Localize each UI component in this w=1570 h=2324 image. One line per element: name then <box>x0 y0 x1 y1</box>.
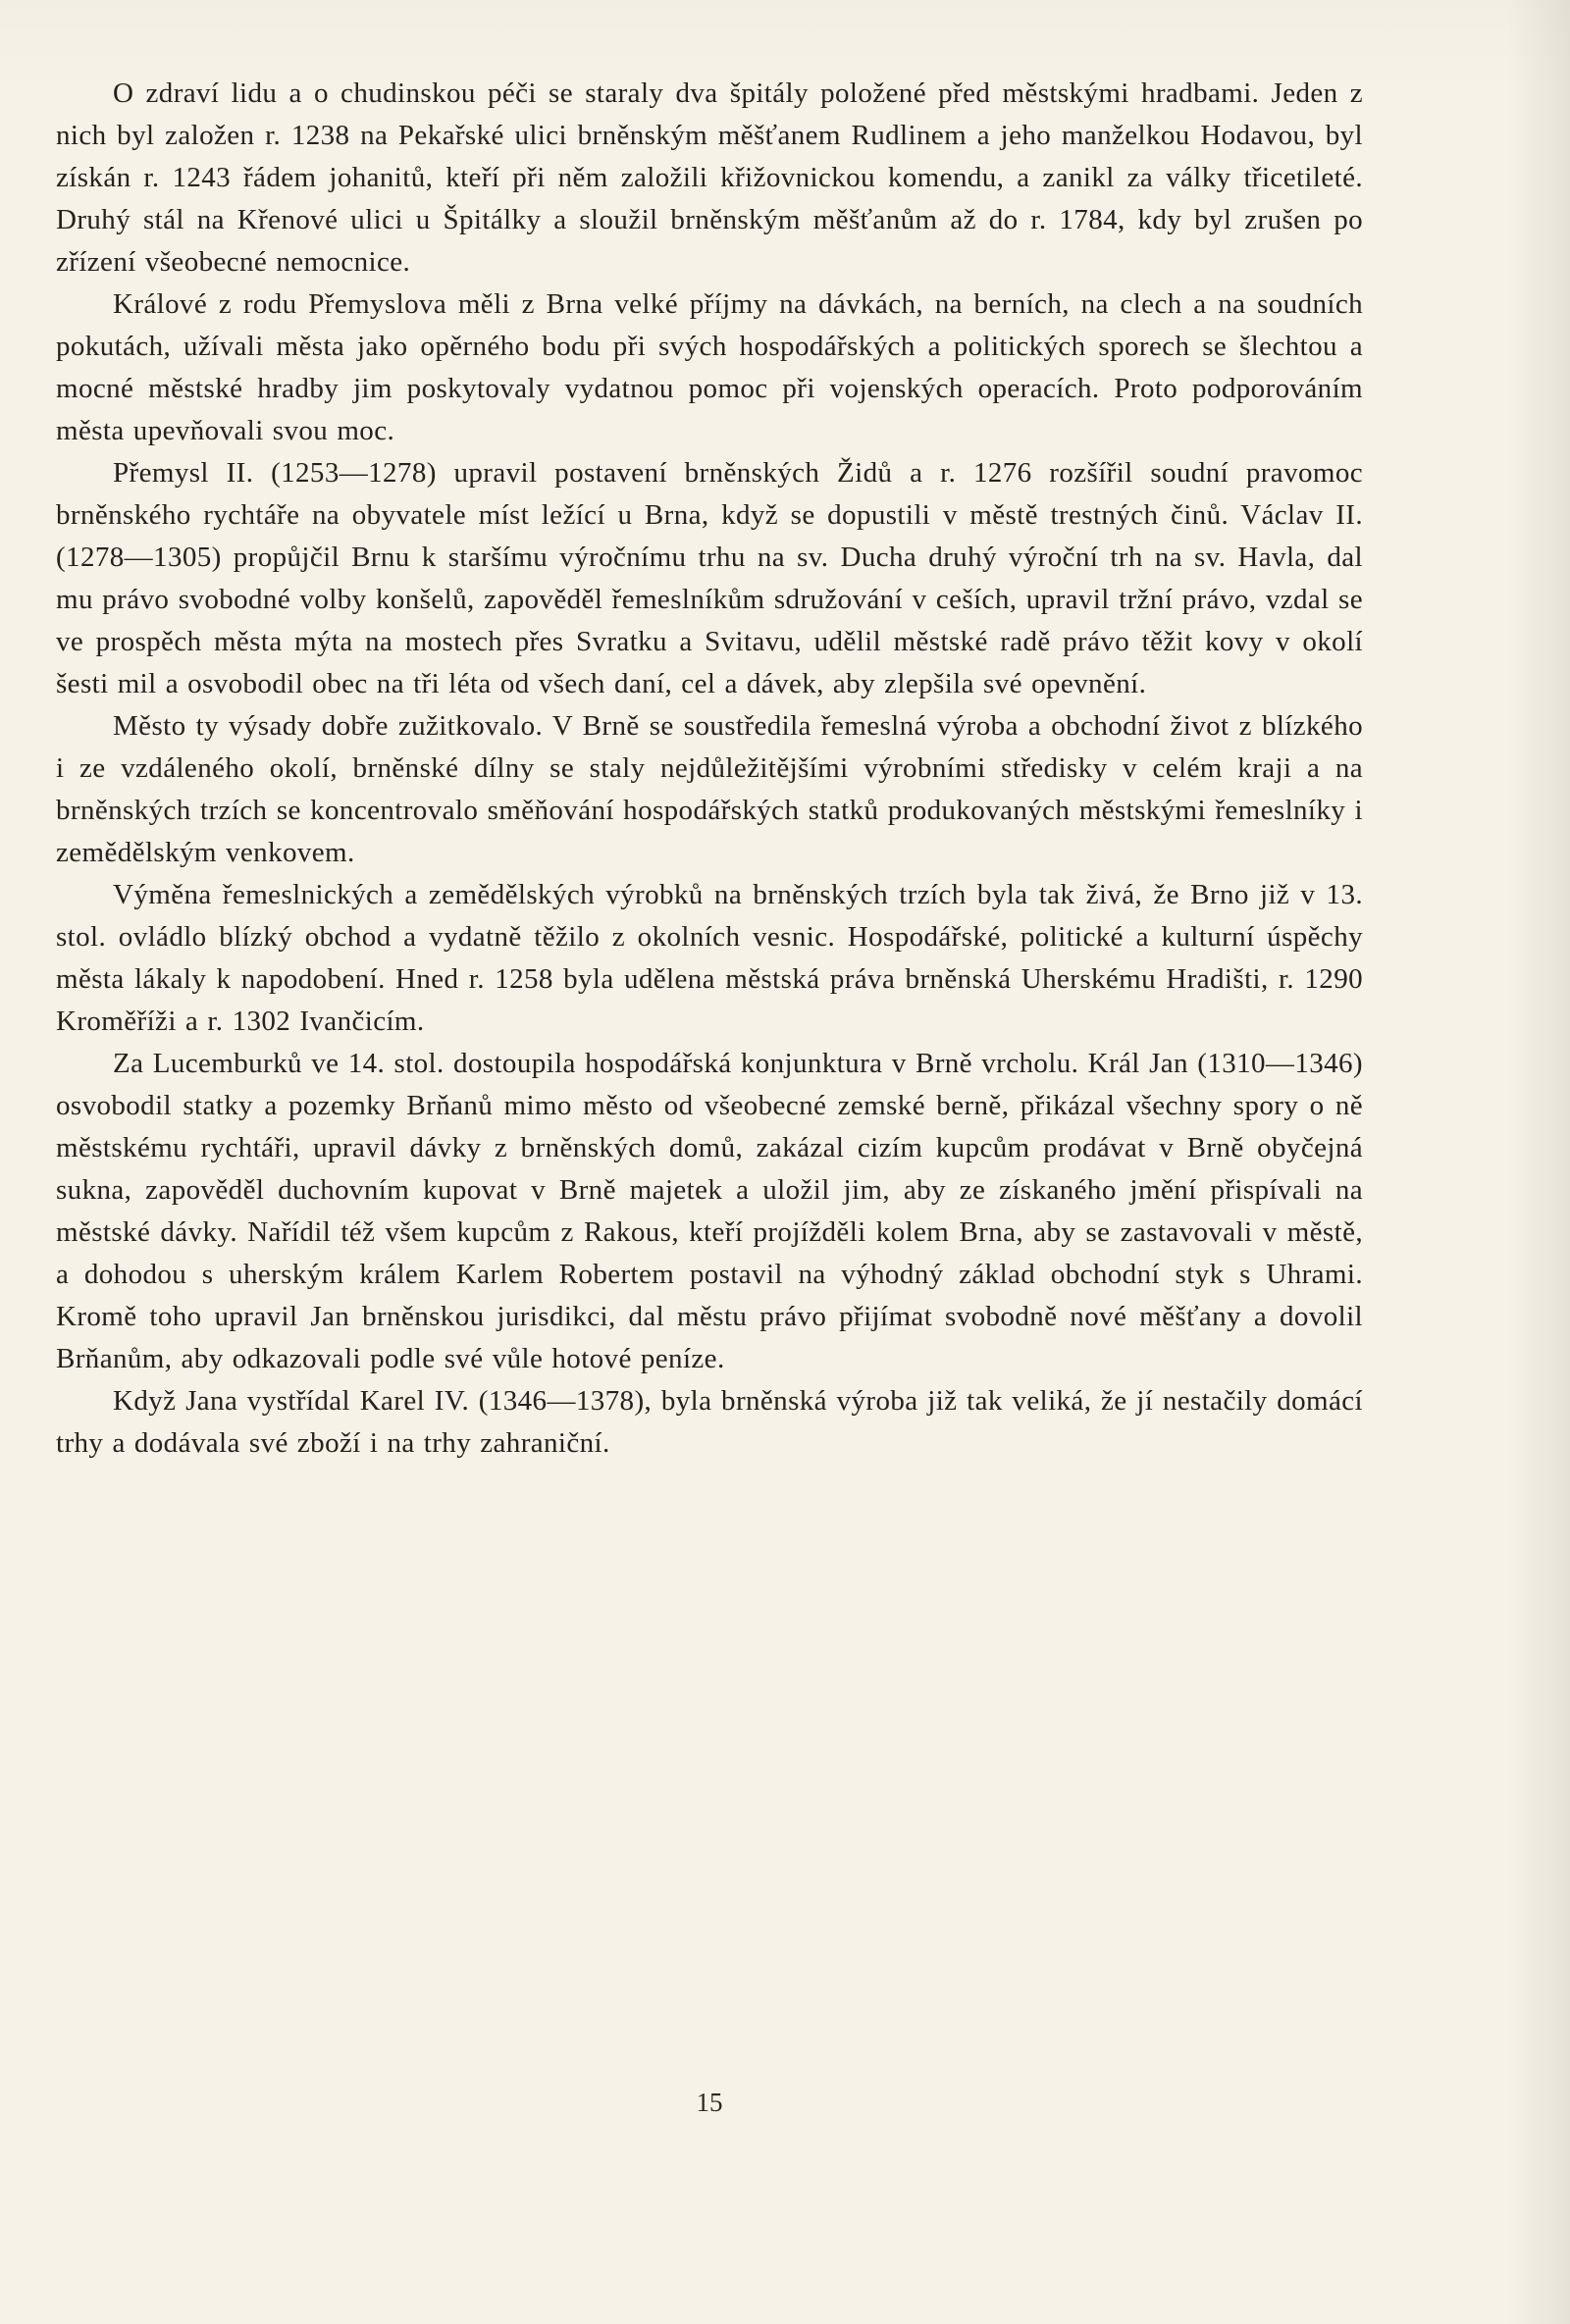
paragraph: Za Lucemburků ve 14. stol. dostoupila hospodářská konjunktura v Brně vrcholu. Král Jan (1310—1346) osvobodil statky a pozemky Brňanů mimo město od všeobecné zemské berně, přikázal všechny spory o ně městskému rychtáři, upravil dávky z brněnských domů, zakázal cizím kupcům prodávat v Brně obyčejná sukna, zapověděl duchovním kupovat v Brně majetek a uložil jim, aby ze získaného jmění přispívali na městské dávky. Nařídil též všem kupcům z Rakous, kteří projížděli kolem Brna, aby se zastavovali v městě, a dohodou s uherským králem Karlem Robertem postavil na výhodný základ obchodní styk s Uhrami. Kromě toho upravil Jan brněnskou jurisdikci, dal městu právo přijímat svobodně nové měšťany a dovolil Brňanům, aby odkazovali podle své vůle hotové peníze. <box>56 1048 1363 1374</box>
paragraph: Město ty výsady dobře zužitkovalo. V Brně se soustředila řemeslná výroba a obchodní život z blízkého i ze vzdáleného okolí, brněnské dílny se staly nejdůležitějšími výrobními středisky v celém kraji a na brněnských trzích se koncentrovalo směňování hospodářských statků produkovaných městskými řemeslníky i zemědělským venkovem. <box>56 710 1363 868</box>
body-text <box>56 73 1363 1465</box>
page-number: 15 <box>696 2088 723 2117</box>
paragraph: Když Jana vystřídal Karel IV. (1346—1378), byla brněnská výroba již tak veliká, že jí nestačily domácí trhy a dodávala své zboží i na trhy zahraniční. <box>56 1385 1363 1459</box>
paragraph: O zdraví lidu a o chudinskou péči se staraly dva špitály položené před městskými hradbami. Jeden z nich byl založen r. 1238 na Pekařské ulici brněnským měšťanem Rudlinem a jeho manželkou Hodavou, byl získán r. 1243 řádem johanitů, kteří při něm založili křižovnickou komendu, a zanikl za války třicetileté. Druhý stál na Křenové ulici u Špitálky a sloužil brněnským měšťanům až do r. 1784, kdy byl zrušen po zřízení všeobecné nemocnice. <box>56 77 1363 278</box>
paragraph: Králové z rodu Přemyslova měli z Brna velké příjmy na dávkách, na berních, na clech a na soudních pokutách, užívali města jako opěrného bodu při svých hospodářských a politických sporech se šlechtou a mocné městské hradby jim poskytovaly vydatnou pomoc při vojenských operacích. Proto podporováním města upevňovali svou moc. <box>56 288 1363 446</box>
paragraph: Výměna řemeslnických a zemědělských výrobků na brněnských trzích byla tak živá, že Brno již v 13. stol. ovládlo blízký obchod a vydatně těžilo z okolních vesnic. Hospodářské, politické a kulturní úspěchy města lákaly k napodobení. Hned r. 1258 byla udělena městská práva brněnská Uherskému Hradišti, r. 1290 Kroměříži a r. 1302 Ivančicím. <box>56 879 1363 1037</box>
paragraph: Přemysl II. (1253—1278) upravil postavení brněnských Židů a r. 1276 rozšířil soudní pravomoc brněnského rychtáře na obyvatele míst ležící u Brna, když se dopustili v městě trestných činů. Václav II. (1278—1305) propůjčil Brnu k staršímu výročnímu trhu na sv. Ducha druhý výroční trh na sv. Havla, dal mu právo svobodné volby konšelů, zapověděl řemeslníkům sdružování v ceších, upravil tržní právo, vzdal se ve prospěch města mýta na mostech přes Svratku a Svitavu, udělil městské radě právo těžit kovy v okolí šesti mil a osvobodil obec na tři léta od všech daní, cel a dávek, aby zlepšila své opevnění. <box>56 457 1363 699</box>
